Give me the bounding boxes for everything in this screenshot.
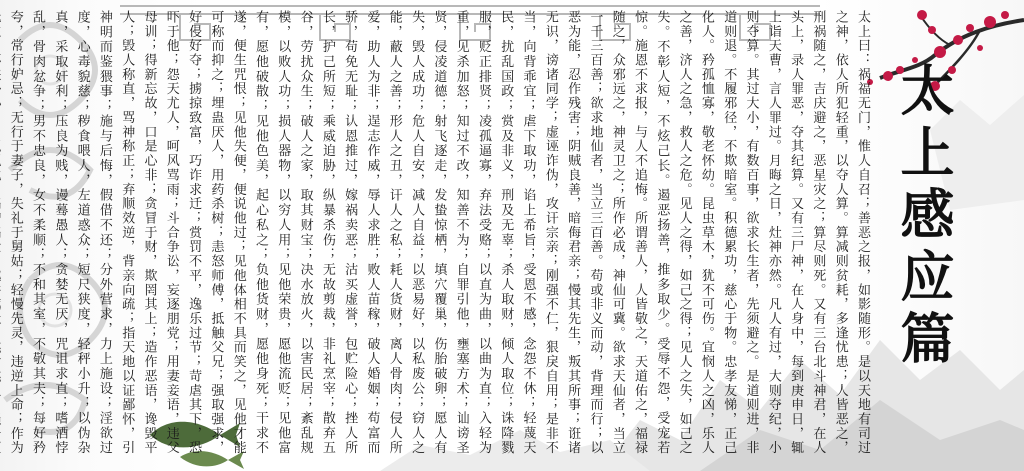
scripture-body: 太上曰：祸福无门，惟人自召；善恶之报，如影随形。是以天地有司过之神，依人所犯轻重，以夺人算。算减则贫耗，多逢忧患；人皆恶之，刑祸随之，吉庆避之，恶星灾之；算尽则死。又有三台北斗神君，在人头上，录人罪恶，夺其纪算。又有三尸神，在人身中，每到庚申日，辄上诣天曹，言人罪过。月晦之日，灶神亦然。凡人有过，大则夺纪，小则夺算。其过大小，有数百事，欲求长生者，先须避之。是道则进，非道则退。不履邪径，不欺暗室。积德累功，慈心于物。忠孝友悌，正己化人。矜孤恤寡，敬老怀幼。昆虫草木，犹不可伤。宜悯人之凶，乐人之善，济人之急，救人之危。见人之得，如己之得；见人之失，如己之失。不彰人短，不炫己长。遏恶扬善，推多取少。受辱不怨，受宠若惊。施恩不求报，与人不追悔。所谓善人，人皆敬之，天道佑之，福禄随之，众邪远之，神灵卫之；所作必成，神仙可冀。欲求天仙者，当立一千三百善；欲求地仙者，当立三百善。苟或非义而动，背理而行；以恶为能，忍作残害；阴贼良善，暗侮君亲；慢其先生，叛其所事；诳诸无识，谤诸同学；虚诬诈伪，攻讦宗亲；刚强不仁，狠戾自用；是非不当，向背乖宜；虐下取功，谄上希旨；受恩不感，念怨不休；轻蔑天民，扰乱国政；赏及非义，刑及无辜；杀人取财，倾人取位；诛降戮服，贬正排贤；凌孤逼寡，弃法受赂；以直为曲，以曲为直；入轻为重，见杀加怒；知过不改，知善不为；自罪引他，壅塞方术；讪谤圣贤，侵凌道德；射飞逐走，发蛰惊栖，填穴覆巢，伤胎破卵；愿人有失，毁人成功；危人自安，减人自益；以恶易好，以私废公；窃人之能，蔽人之善；形人之丑，讦人之私；耗人货财，离人骨肉；侵人所爱，助人为非；逞志作威，辱人求胜；败人苗稼，破人婚姻；苟富而骄，苟免无耻；认恩推过，嫁祸卖恶；沽买虚誉，包贮险心；挫人所长，护己所短；乘威迫胁，纵暴杀伤；无故剪裁，非礼烹宰；散弃五谷，劳扰众生；破人之家，取其财宝；决水放火，以害民居；紊乱规模，以败人功；损人器物，以穷人用；见他荣贵，愿他流贬；见他富有，愿他破散；见他色美，起心私之；负他货财，愿他身死；干求不遂，便生咒恨；见他失便，便说他过；见他体相不具而笑之，见他才能可称而抑之；埋蛊厌人，用药杀树；恚怒师傅，抵触父兄；强取强求，好侵好夺；掳掠致富，巧诈求迁；赏罚不平，逸乐过节；苛虐其下，恐吓于他；怨天尤人，呵风骂雨；斗合争讼，妄逐朋党；用妻妾语，违父母训；得新忘故，口是心非；贪冒于财，欺罔其上；造作恶语，谗毁平人；毁人称直，骂神称正；弃顺效逆，背亲向疏；指天地以证鄙怀，引神明而鉴猥事；施与后悔，假借不还；分外营求，力上施设；淫欲过度，心毒貌慈；秽食喂人，左道惑众；短尺狭度，轻秤小升；以伪杂真，采取奸利；压良为贱，谩蓦愚人；贪婪无厌，咒诅求直；嗜酒悖乱，骨肉忿争；男不忠良，女不柔顺；不和其室，不敬其夫；每好矜夸，常行妒忌；无行于妻子，失礼于舅姑；轻慢先灵，违逆上命；作为 <box>7 10 870 455</box>
page-title: 太上感应篇 <box>892 62 956 372</box>
